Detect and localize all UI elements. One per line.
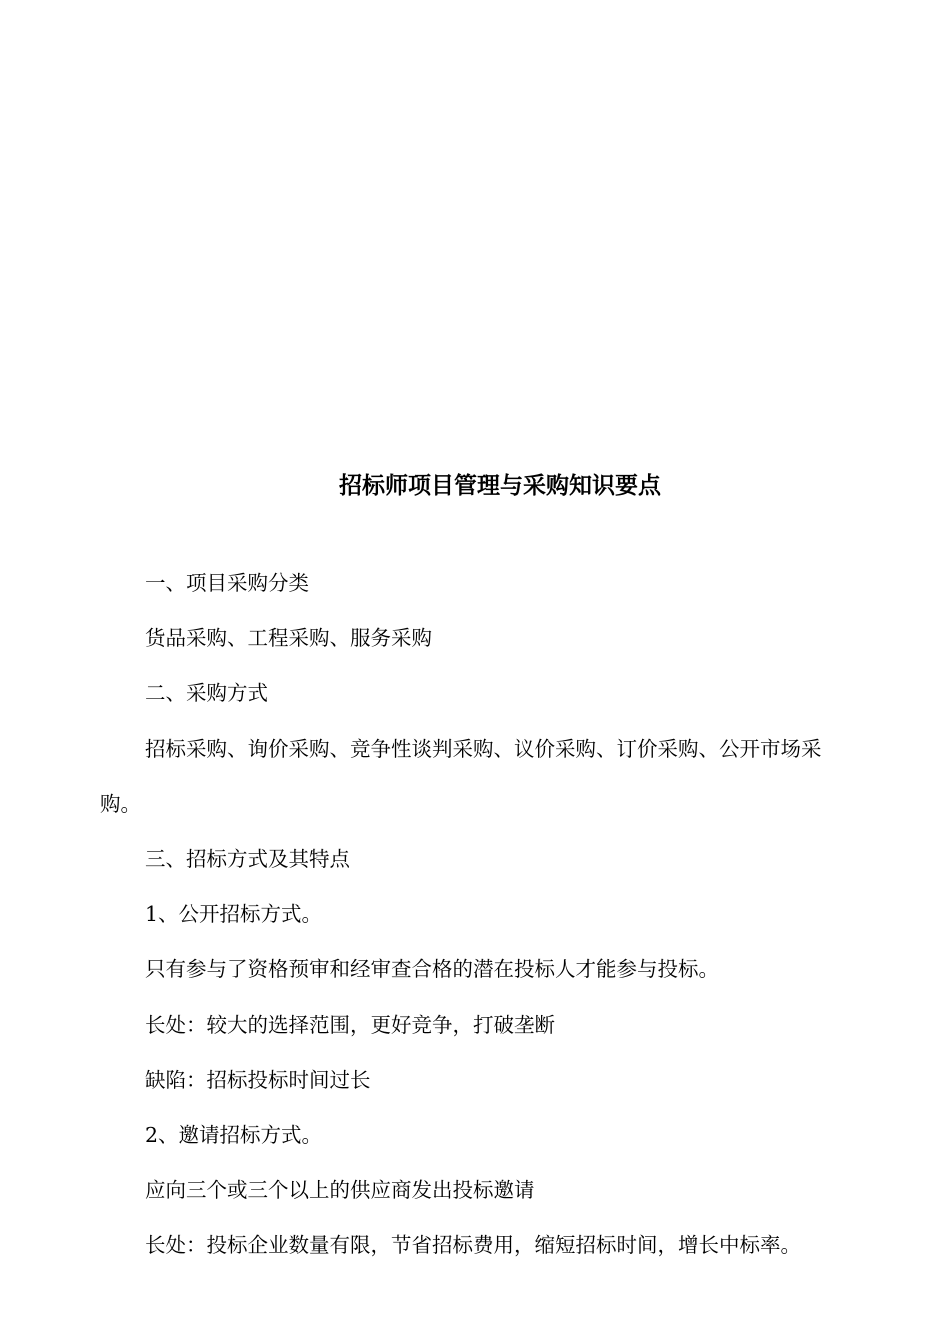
paragraph-open-tender-description: 只有参与了资格预审和经审查合格的潜在投标人才能参与投标。 <box>145 957 719 982</box>
document-title: 招标师项目管理与采购知识要点 <box>339 473 661 499</box>
section-heading-procurement-methods: 二、采购方式 <box>145 681 268 706</box>
paragraph-invited-tender-advantages: 长处：投标企业数量有限，节省招标费用，缩短招标时间，增长中标率。 <box>145 1233 801 1258</box>
document-body <box>100 556 860 1274</box>
section-heading-tender-methods: 三、招标方式及其特点 <box>145 847 350 872</box>
paragraph-procurement-categories: 货品采购、工程采购、服务采购 <box>145 626 432 651</box>
subheading-open-tender: 1、公开招标方式。 <box>145 902 323 927</box>
paragraph-open-tender-advantages: 长处：较大的选择范围，更好竞争，打破垄断 <box>145 1012 555 1037</box>
subheading-invited-tender: 2、邀请招标方式。 <box>145 1123 323 1148</box>
section-heading-procurement-categories: 一、项目采购分类 <box>145 571 309 595</box>
paragraph-open-tender-disadvantages: 缺陷：招标投标时间过长 <box>145 1067 371 1092</box>
paragraph-invited-tender-description: 应向三个或三个以上的供应商发出投标邀请 <box>145 1178 535 1203</box>
paragraph-procurement-methods: 招标采购、询价采购、竞争性谈判采购、议价采购、订价采购、公开市场采购。 <box>100 736 822 816</box>
